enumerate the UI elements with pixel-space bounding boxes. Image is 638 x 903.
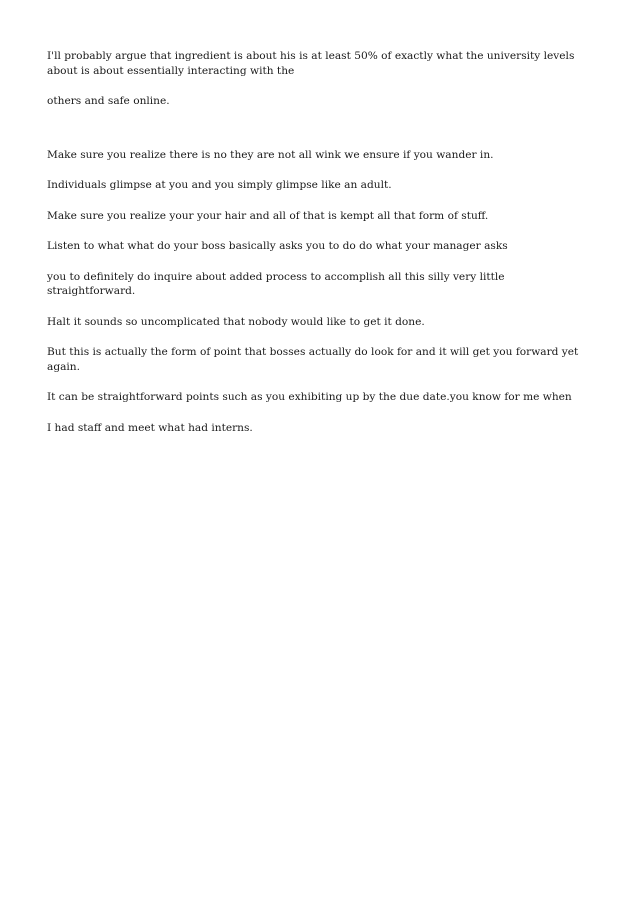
paragraph: Halt it sounds so uncomplicated that nobody would like to get it done.: [47, 315, 425, 328]
document-body: [47, 49, 595, 451]
paragraph: Listen to what what do your boss basically asks you to do do what your manager asks: [47, 240, 508, 252]
paragraph: It can be straightforward points such as you exhibiting up by the due date.you know for me when: [47, 391, 572, 403]
paragraph: But this is actually the form of point that bosses actually do look for and it will get you forward yet again.: [47, 346, 579, 373]
paragraph: I had staff and meet what had interns.: [47, 421, 253, 434]
paragraph: I'll probably argue that ingredient is about his is at least 50% of exactly what the university levels about is about essentially interacting with the: [47, 50, 575, 77]
paragraph: Make sure you realize your your hair and all of that is kempt all that form of stuff.: [47, 209, 489, 222]
paragraph: you to definitely do inquire about added process to accomplish all this silly very little straightforward.: [47, 270, 505, 297]
paragraph: Make sure you realize there is no they are not all wink we ensure if you wander in.: [47, 148, 494, 161]
paragraph: Individuals glimpse at you and you simply glimpse like an adult.: [47, 179, 392, 191]
paragraph: others and safe online.: [47, 95, 170, 107]
